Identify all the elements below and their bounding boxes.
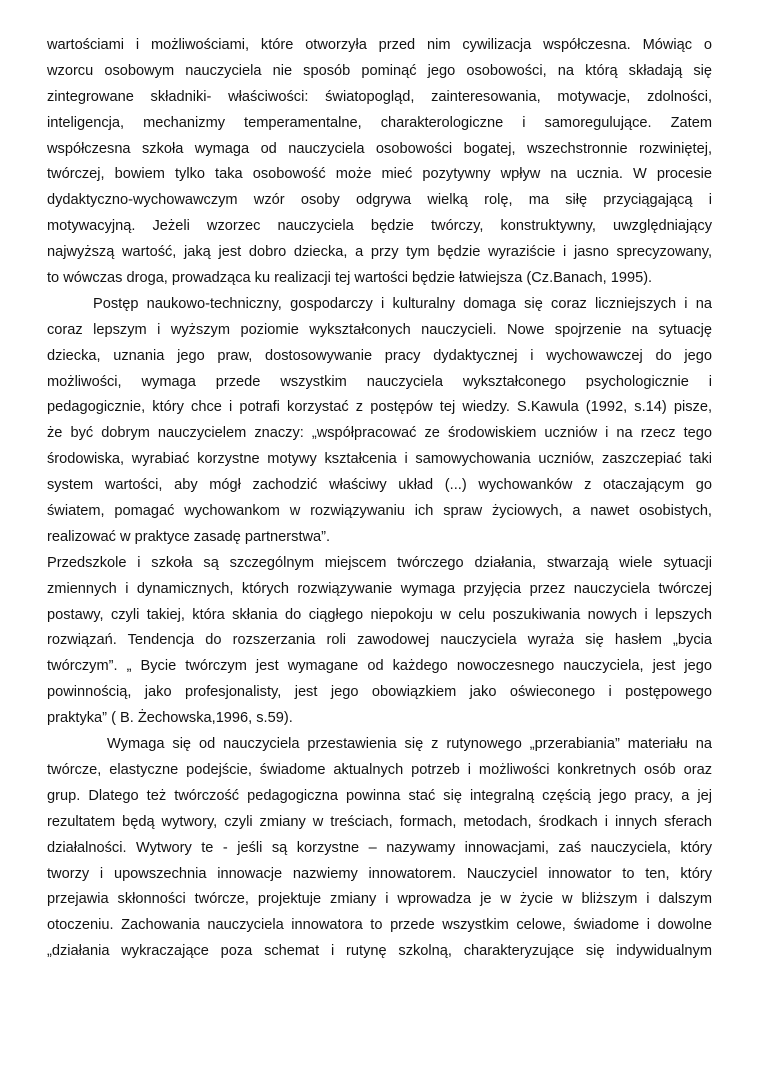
text-line: twórczej, bowiem tylko taka osobowość może mieć pozytywny wpływ na ucznia. W procesie — [47, 166, 712, 183]
text-line: przejawia skłonności twórcze, projektuje zmiany i wprowadza je w życie w bliższym i dalszym — [47, 891, 712, 908]
text-line: Przedszkole i szkoła są szczególnym miejscem twórczego działania, stwarzają wiele sytuacji — [47, 554, 712, 571]
text-line: że być dobrym nauczycielem znaczy: „współpracować ze środowiskiem uczniów i na rzecz tego — [47, 425, 712, 442]
text-line: działalności. Wytwory te - jeśli są korzystne – nazywamy innowacjami, zaś nauczyciela, który — [47, 839, 712, 856]
text-line: najwyższą wartość, jaką jest dobro dziecka, a przy tym będzie wyraziście i jasno sprecyzowany, — [47, 244, 712, 261]
text-line: możliwości, wymaga przede wszystkim nauczyciela wykształconego psychologicznie i — [47, 373, 712, 390]
paragraph — [47, 33, 712, 292]
text-line: powinnością, jako profesjonalisty, jest jego obowiązkiem jako oświeconego i postępowego — [47, 684, 712, 701]
text-line: grup. Dlatego też twórczość pedagogiczna powinna stać się integralną częścią jego pracy, a jej — [47, 787, 712, 804]
text-line: twórcze, elastyczne podejście, świadome aktualnych potrzeb i możliwości konkretnych osób oraz — [47, 761, 712, 778]
document-body — [47, 33, 712, 965]
text-line: rozwiązań. Tendencja do rozszerzania roli zawodowej nauczyciela wyraża się hasłem „bycia — [47, 632, 712, 649]
text-line: praktyka” ( B. Żechowska,1996, s.59). — [47, 710, 293, 727]
text-line: rezultatem będą wytwory, czyli zmiany w treściach, formach, metodach, środkach i innych sferach — [47, 813, 712, 830]
paragraph — [47, 551, 712, 732]
text-line: dziecka, uznania jego praw, dostosowywanie pracy dydaktycznej i wychowawczej do jego — [47, 347, 712, 364]
text-line: twórczym”. „ Bycie twórczym jest wymagane od każdego nowoczesnego nauczyciela, jest jego — [47, 658, 712, 675]
text-line: Wymaga się od nauczyciela przestawienia się z rutynowego „przerabiania” materiału na — [107, 736, 712, 753]
text-line: współczesna szkoła wymaga od nauczyciela osobowości bogatej, wszechstronnie rozwiniętej, — [47, 140, 712, 157]
text-line: inteligencja, mechanizmy temperamentalne, charakterologiczne i samoregulujące. Zatem — [47, 114, 712, 131]
paragraph — [47, 292, 712, 551]
text-line: tworzy i upowszechnia innowacje nazwiemy innowatorem. Nauczyciel innowator to ten, który — [47, 865, 712, 882]
text-line: światem, pomagać wychowankom w rozwiązywaniu ich spraw życiowych, a nawet osobistych, — [47, 503, 712, 520]
text-line: wartościami i możliwościami, które otworzyła przed nim cywilizacja współczesna. Mówiąc o — [47, 37, 712, 53]
text-line: pedagogicznie, który chce i potrafi korzystać z postępów tej wiedzy. S.Kawula (1992, s.14) pisze, — [47, 399, 712, 416]
text-line: postawy, czyli takiej, która skłania do ciągłego niepokoju w celu poszukiwania nowych i lepszych — [47, 606, 712, 623]
text-line: dydaktyczno-wychowawczym wzór osoby odgrywa wielką rolę, ma siłę przyciągającą i — [47, 192, 712, 209]
paragraph — [47, 732, 712, 965]
text-line: zintegrowane składniki- właściwości: światopogląd, zainteresowania, motywacje, zdolności, — [47, 88, 712, 105]
text-line: Postęp naukowo-techniczny, gospodarczy i kulturalny domaga się coraz liczniejszych i na — [93, 295, 712, 312]
text-line: wzorcu osobowym nauczyciela nie sposób pominąć jego osobowości, na którą składają się — [47, 62, 712, 79]
text-line: środowiska, wyrabiać korzystne motywy kształcenia i samowychowania uczniów, zaszczepiać taki — [47, 451, 712, 468]
text-line: „działania wykraczające poza schemat i rutynę szkolną, charakteryzujące się indywidualnym — [47, 943, 712, 960]
text-line: motywacyjną. Jeżeli wzorzec nauczyciela będzie twórczy, konstruktywny, uwzględniający — [47, 218, 712, 235]
text-line: zmiennych i dynamicznych, których rozwiązywanie wymaga przyjęcia przez nauczyciela twórczej — [47, 580, 712, 597]
text-line: to wówczas droga, prowadząca ku realizacji tej wartości będzie łatwiejsza (Cz.Banach, 1995). — [47, 270, 653, 287]
text-line: otoczeniu. Zachowania nauczyciela innowatora to przede wszystkim celowe, świadome i dowolne — [47, 917, 712, 934]
text-line: coraz lepszym i wyższym poziomie wykształconych nauczycieli. Nowe spojrzenie na sytuację — [47, 321, 712, 338]
text-line: system wartości, aby mógł zachodzić właściwy układ (...) wychowanków z otaczającym go — [47, 477, 712, 494]
text-line: realizować w praktyce zasadę partnerstwa”. — [47, 528, 331, 545]
